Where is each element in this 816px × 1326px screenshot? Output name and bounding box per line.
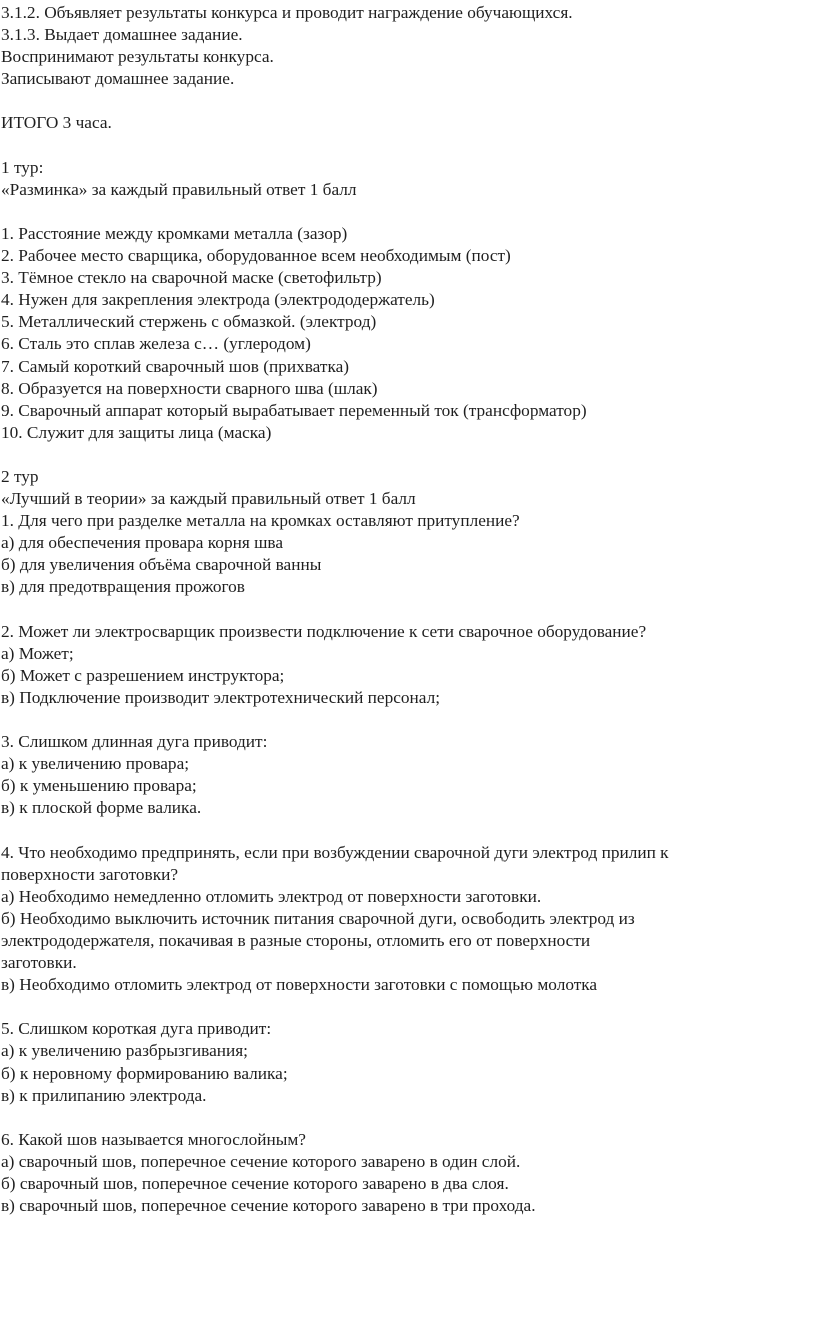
spacer bbox=[1, 444, 816, 466]
answer-option: а) Необходимо немедленно отломить электрод от поверхности заготовки. bbox=[1, 886, 542, 906]
round1-item: 5. Металлический стержень с обмазкой. (электрод) bbox=[1, 312, 377, 332]
answer-option: в) к плоской форме валика. bbox=[1, 798, 202, 818]
question-2: 2. Может ли электросварщик произвести подключение к сети сварочное оборудование? bbox=[1, 621, 647, 641]
spacer bbox=[1, 819, 816, 841]
intro-line-3: Воспринимают результаты конкурса. bbox=[1, 47, 274, 67]
answer-option: а) к увеличению провара; bbox=[1, 754, 190, 774]
answer-option: б) сварочный шов, поперечное сечение которого заварено в два слоя. bbox=[1, 1173, 509, 1193]
answer-option: а) для обеспечения провара корня шва bbox=[1, 533, 284, 553]
answer-option-b-line-2: электрододержателя, покачивая в разные стороны, отломить его от поверхности bbox=[1, 930, 591, 950]
round1-item: 1. Расстояние между кромками металла (зазор) bbox=[1, 223, 348, 243]
round2-subtitle: «Лучший в теории» за каждый правильный ответ 1 балл bbox=[1, 489, 416, 509]
spacer bbox=[1, 996, 816, 1018]
round1-item: 3. Тёмное стекло на сварочной маске (светофильтр) bbox=[1, 268, 382, 288]
spacer bbox=[1, 201, 816, 223]
round1-subtitle: «Разминка» за каждый правильный ответ 1 балл bbox=[1, 179, 357, 199]
intro-line-1: 3.1.2. Объявляет результаты конкурса и проводит награждение обучающихся. bbox=[1, 3, 573, 22]
spacer bbox=[1, 90, 816, 112]
answer-option: б) к неровному формированию валика; bbox=[1, 1063, 288, 1083]
round1-item: 9. Сварочный аппарат который вырабатывает переменный ток (трансформатор) bbox=[1, 400, 587, 420]
answer-option: а) Может; bbox=[1, 643, 74, 663]
question-3: 3. Слишком длинная дуга приводит: bbox=[1, 732, 268, 752]
question-5: 5. Слишком короткая дуга приводит: bbox=[1, 1019, 272, 1039]
round1-item: 10. Служит для защиты лица (маска) bbox=[1, 422, 272, 442]
round2-title: 2 тур bbox=[1, 466, 39, 486]
question-6: 6. Какой шов называется многослойным? bbox=[1, 1129, 306, 1149]
answer-option: в) Необходимо отломить электрод от поверхности заготовки с помощью молотка bbox=[1, 975, 598, 995]
answer-option: в) Подключение производит электротехнический персонал; bbox=[1, 687, 441, 707]
answer-option: б) Может с разрешением инструктора; bbox=[1, 665, 285, 685]
intro-line-4: Записывают домашнее задание. bbox=[1, 69, 235, 89]
round1-item: 6. Сталь это сплав железа с… (углеродом) bbox=[1, 334, 311, 354]
answer-option: в) сварочный шов, поперечное сечение которого заварено в три прохода. bbox=[1, 1196, 536, 1216]
answer-option-b-line-3: заготовки. bbox=[1, 953, 77, 973]
answer-option: а) к увеличению разбрызгивания; bbox=[1, 1041, 248, 1061]
round1-item: 7. Самый короткий сварочный шов (прихватка) bbox=[1, 356, 350, 376]
question-4-line-2: поверхности заготовки? bbox=[1, 864, 179, 884]
round1-item: 2. Рабочее место сварщика, оборудованное всем необходимым (пост) bbox=[1, 246, 511, 266]
answer-option: а) сварочный шов, поперечное сечение которого заварено в один слой. bbox=[1, 1151, 521, 1171]
answer-option: в) для предотвращения прожогов bbox=[1, 577, 245, 597]
spacer bbox=[1, 135, 816, 157]
spacer bbox=[1, 599, 816, 621]
spacer bbox=[1, 709, 816, 731]
answer-option-b-line-1: б) Необходимо выключить источник питания сварочной дуги, освободить электрод из bbox=[1, 908, 635, 928]
spacer bbox=[1, 1107, 816, 1129]
total-hours: ИТОГО 3 часа. bbox=[1, 113, 112, 133]
answer-option: б) к уменьшению провара; bbox=[1, 776, 197, 796]
question-1: 1. Для чего при разделке металла на кромках оставляют притупление? bbox=[1, 511, 520, 531]
round1-title: 1 тур: bbox=[1, 157, 44, 177]
round1-item: 8. Образуется на поверхности сварного шва (шлак) bbox=[1, 378, 378, 398]
answer-option: б) для увеличения объёма сварочной ванны bbox=[1, 555, 322, 575]
question-4-line-1: 4. Что необходимо предпринять, если при возбуждении сварочной дуги электрод прилип к bbox=[1, 842, 669, 862]
answer-option: в) к прилипанию электрода. bbox=[1, 1085, 207, 1105]
round1-item: 4. Нужен для закрепления электрода (электрододержатель) bbox=[1, 290, 435, 310]
intro-line-2: 3.1.3. Выдает домашнее задание. bbox=[1, 25, 243, 45]
